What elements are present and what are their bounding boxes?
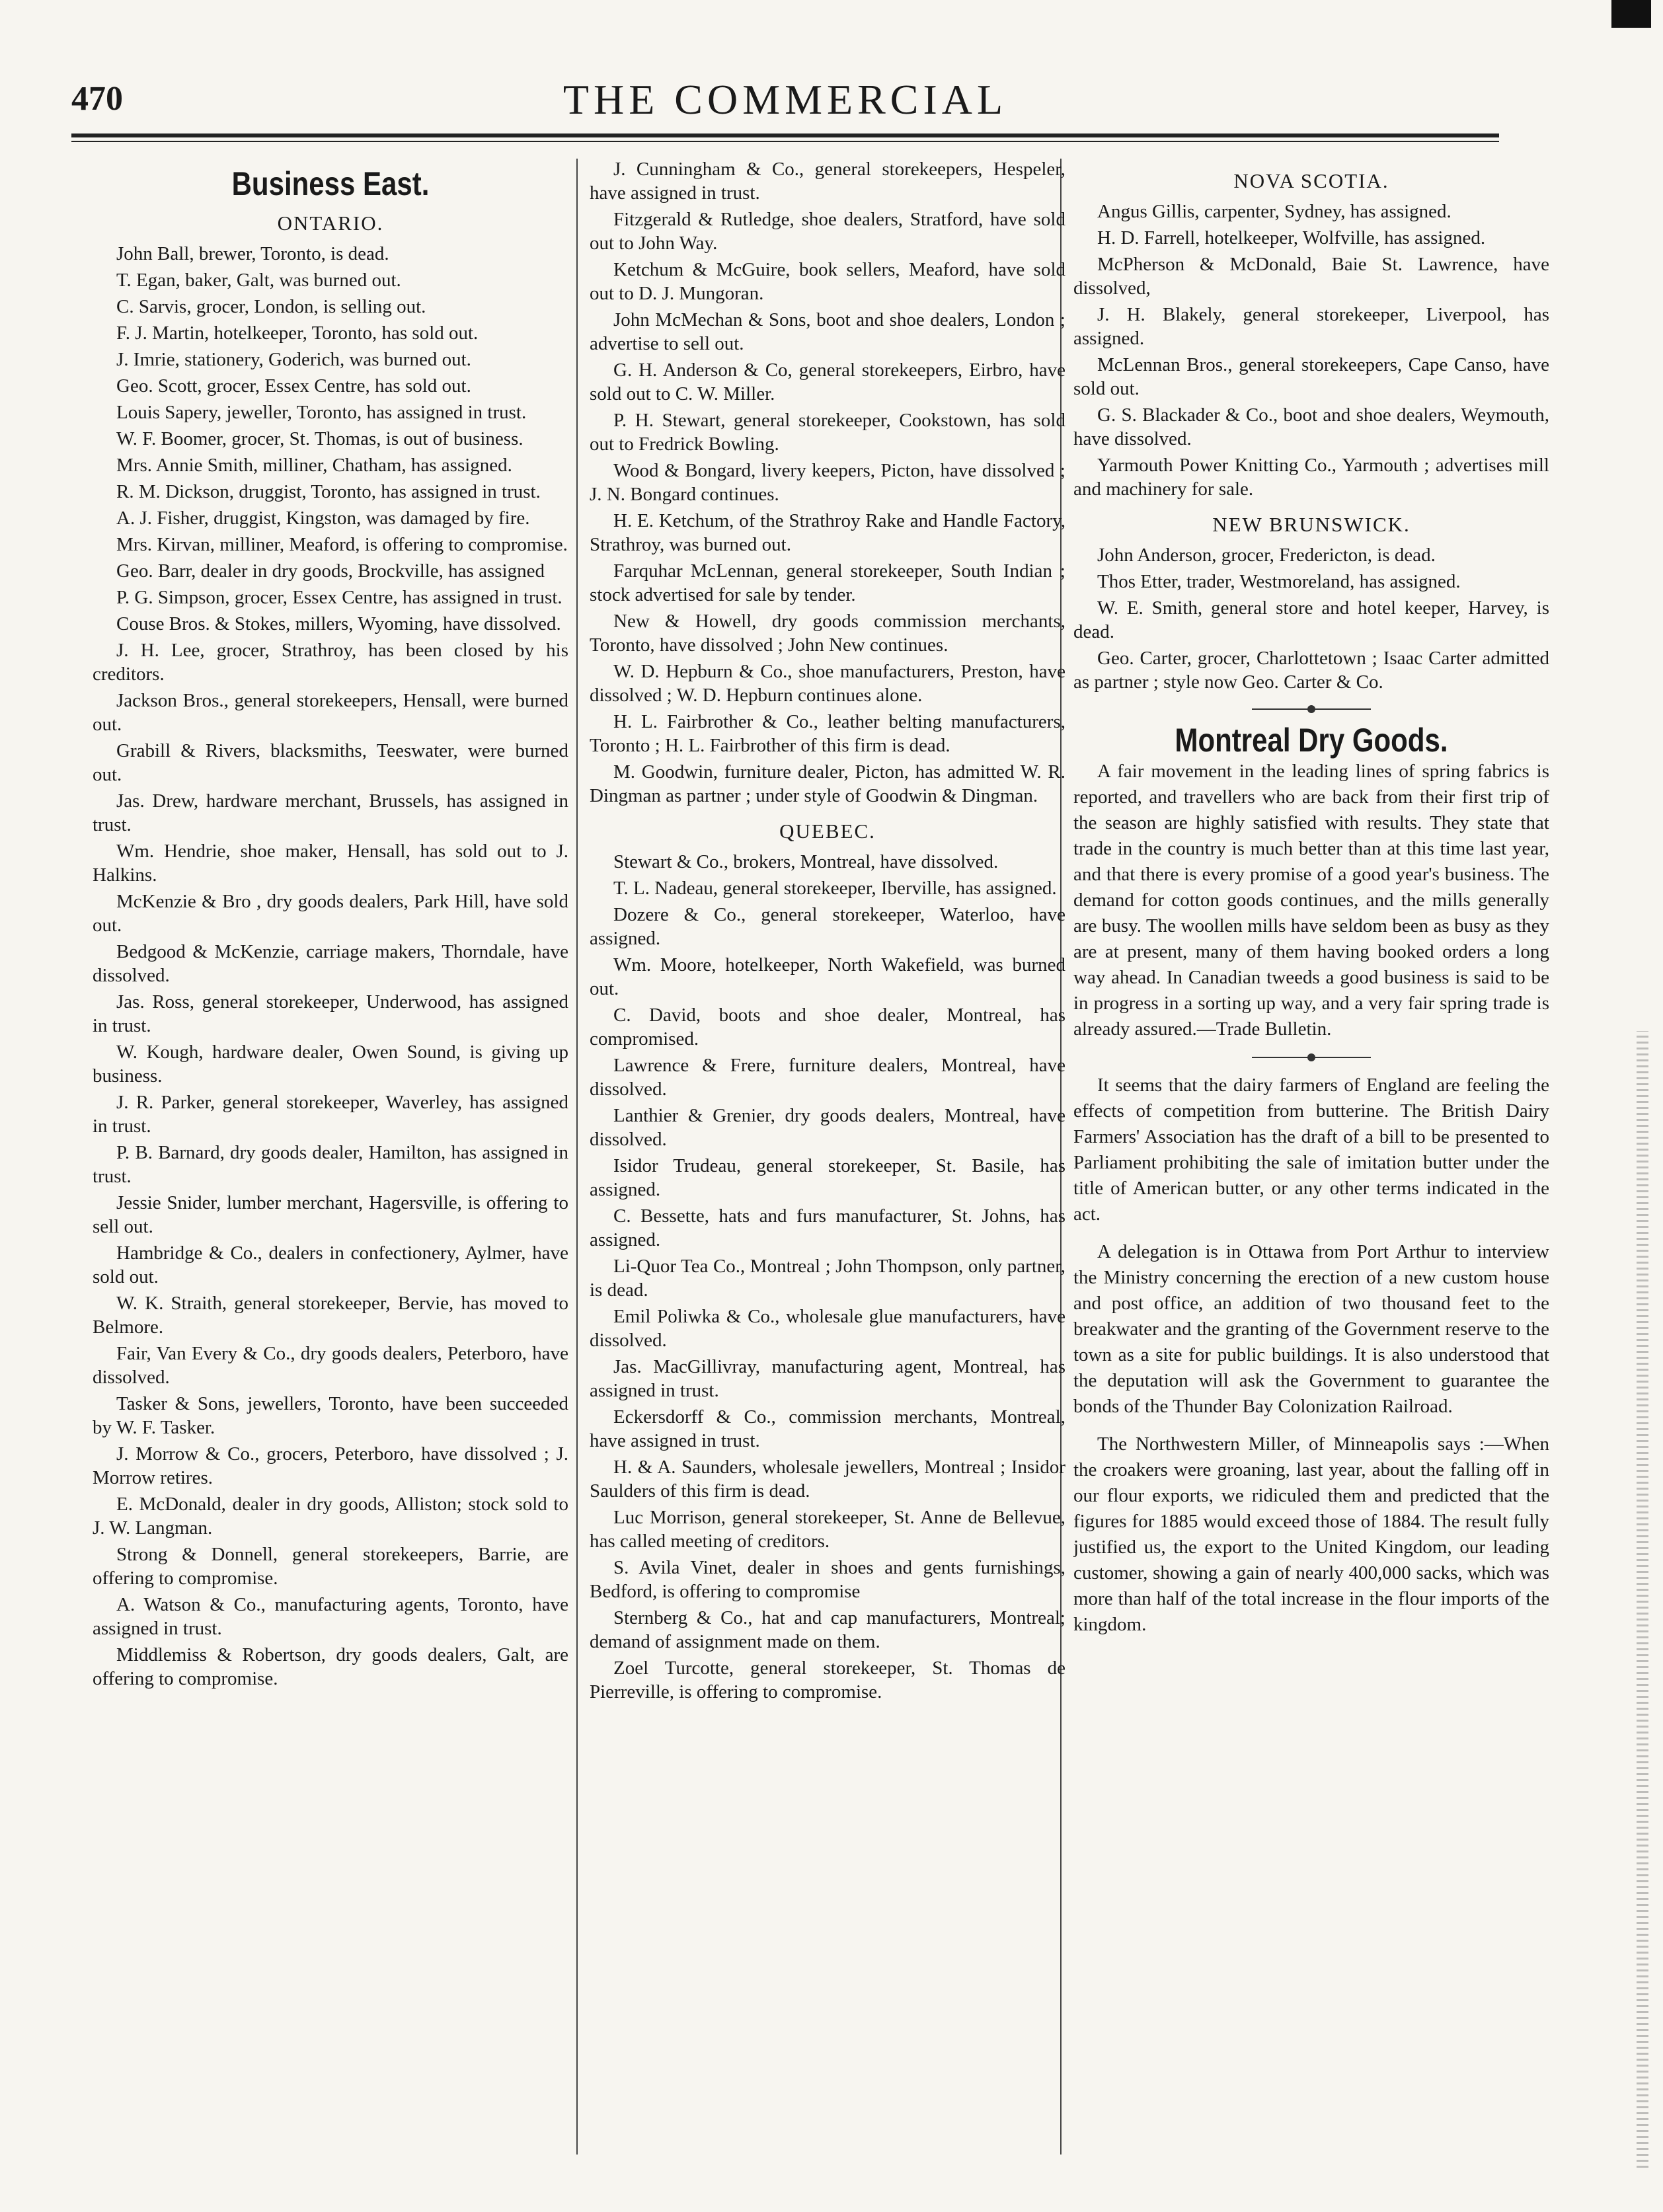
column-rule [576, 159, 578, 2155]
ontario-entries-b [590, 157, 1065, 808]
news-entry: G. S. Blackader & Co., boot and shoe dealers, Weymouth, have dissolved. [1073, 404, 1549, 449]
page-header [71, 66, 1499, 132]
news-entry: H. & A. Saunders, wholesale jewellers, Montreal ; Insidor Saulders of this firm is dead. [590, 1457, 1065, 1502]
section-divider [1252, 1057, 1371, 1058]
column-3 [1073, 157, 1549, 2166]
news-entry: Mrs. Annie Smith, milliner, Chatham, has assigned. [116, 455, 512, 476]
news-entry: Geo. Carter, grocer, Charlottetown ; Isaac Carter admitted as partner ; style now Geo. Carter & Co. [1073, 648, 1549, 693]
news-entry: Ketchum & McGuire, book sellers, Meaford, have sold out to D. J. Mungoran. [590, 259, 1065, 304]
news-entry: W. Kough, hardware dealer, Owen Sound, is giving up business. [93, 1042, 568, 1087]
news-entry: Wood & Bongard, livery keepers, Picton, have dissolved ; J. N. Bongard continues. [590, 460, 1065, 505]
news-entry: M. Goodwin, furniture dealer, Picton, has admitted W. R. Dingman as partner ; under style of Goodwin & Dingman. [590, 761, 1065, 806]
news-entry: J. H. Blakely, general storekeeper, Liverpool, has assigned. [1073, 304, 1549, 349]
news-entry: Eckersdorff & Co., commission merchants, Montreal, have assigned in trust. [590, 1406, 1065, 1451]
region-heading-quebec: QUEBEC. [779, 820, 876, 843]
news-entry: Jackson Bros., general storekeepers, Hensall, were burned out. [93, 690, 568, 735]
news-entry: Thos Etter, trader, Westmoreland, has assigned. [1097, 571, 1461, 592]
news-entry: C. Bessette, hats and furs manufacturer, St. Johns, has assigned. [590, 1205, 1065, 1250]
news-entry: C. Sarvis, grocer, London, is selling out. [116, 296, 426, 317]
news-entry: P. G. Simpson, grocer, Essex Centre, has assigned in trust. [116, 587, 562, 608]
news-entry: Jas. Ross, general storekeeper, Underwood, has assigned in trust. [93, 991, 568, 1036]
news-entry: Farquhar McLennan, general storekeeper, South Indian ; stock advertised for sale by tender. [590, 560, 1065, 605]
news-entry: Hambridge & Co., dealers in confectionery, Aylmer, have sold out. [93, 1242, 568, 1287]
news-entry: F. J. Martin, hotelkeeper, Toronto, has sold out. [116, 323, 479, 344]
news-entry: Wm. Hendrie, shoe maker, Hensall, has sold out to J. Halkins. [93, 841, 568, 886]
news-entry: A. J. Fisher, druggist, Kingston, was damaged by fire. [116, 508, 530, 529]
news-entry: Jas. Drew, hardware merchant, Brussels, has assigned in trust. [93, 790, 568, 835]
news-entry: John Ball, brewer, Toronto, is dead. [116, 243, 389, 264]
column-1 [93, 157, 568, 2166]
news-entry: Dozere & Co., general storekeeper, Waterloo, have assigned. [590, 904, 1065, 949]
news-entry: E. McDonald, dealer in dry goods, Alliston; stock sold to J. W. Langman. [93, 1494, 568, 1539]
column-2 [590, 157, 1065, 2166]
news-entry: H. D. Farrell, hotelkeeper, Wolfville, has assigned. [1097, 227, 1486, 248]
quebec-entries [590, 850, 1065, 1704]
news-paragraph: The Northwestern Miller, of Minneapolis says :—When the croakers were groaning, last year, about the falling off in our flour exports, we ridiculed them and predicted that the figures for 1885 would exceed those of 1884. The result fully justified us, the export to the United Kingdom, our leading customer, showing a gain of nearly 400,000 sacks, which was more than half of the total increase in the flour imports of the kingdom. [1073, 1433, 1549, 1635]
region-heading-nova-scotia: NOVA SCOTIA. [1233, 169, 1389, 192]
news-entry: T. Egan, baker, Galt, was burned out. [116, 270, 401, 291]
section-title-business-east: Business East. [231, 165, 430, 202]
news-entry: Luc Morrison, general storekeeper, St. Anne de Bellevue, has called meeting of creditors. [590, 1507, 1065, 1552]
ontario-entries-a [93, 242, 568, 1691]
news-paragraph: A delegation is in Ottawa from Port Arthur to interview the Ministry concerning the erection of a new custom house and post office, an addition of two thousand feet to the breakwater and the granting of the Government reserve to the town as a site for public buildings. It is also understood that the deputation will ask the Government to guarantee the bonds of the Thunder Bay Colonization Railroad. [1073, 1241, 1549, 1417]
news-entry: Mrs. Kirvan, milliner, Meaford, is offering to compromise. [116, 534, 568, 555]
news-entry: Grabill & Rivers, blacksmiths, Teeswater, were burned out. [93, 740, 568, 785]
news-entry: New & Howell, dry goods commission merchants, Toronto, have dissolved ; John New continues. [590, 611, 1065, 656]
scan-edge-mark [1611, 0, 1651, 28]
header-rule [71, 133, 1499, 142]
news-entry: Louis Sapery, jeweller, Toronto, has assigned in trust. [116, 402, 527, 423]
news-entry: J. Cunningham & Co., general storekeepers, Hespeler, have assigned in trust. [590, 159, 1065, 204]
news-entry: H. E. Ketchum, of the Strathroy Rake and Handle Factory, Strathroy, was burned out. [590, 510, 1065, 555]
scan-edge-noise [1637, 1031, 1648, 2168]
news-entry: Tasker & Sons, jewellers, Toronto, have been succeeded by W. F. Tasker. [93, 1393, 568, 1438]
news-entry: Jessie Snider, lumber merchant, Hagersville, is offering to sell out. [93, 1192, 568, 1237]
newspaper-title: THE COMMERCIAL [562, 76, 1008, 123]
news-entry: W. E. Smith, general store and hotel keeper, Harvey, is dead. [1073, 597, 1549, 642]
news-entry: Lanthier & Grenier, dry goods dealers, Montreal, have dissolved. [590, 1105, 1065, 1150]
news-entry: J. Imrie, stationery, Goderich, was burned out. [116, 349, 471, 370]
news-entry: Middlemiss & Robertson, dry goods dealers, Galt, are offering to compromise. [93, 1644, 568, 1689]
news-entry: McLennan Bros., general storekeepers, Cape Canso, have sold out. [1073, 354, 1549, 399]
news-entry: Yarmouth Power Knitting Co., Yarmouth ; advertises mill and machinery for sale. [1073, 455, 1549, 500]
news-entry: R. M. Dickson, druggist, Toronto, has assigned in trust. [116, 481, 541, 502]
news-entry: Sternberg & Co., hat and cap manufacturers, Montreal; demand of assignment made on them. [590, 1607, 1065, 1652]
news-entry: Strong & Donnell, general storekeepers, Barrie, are offering to compromise. [93, 1544, 568, 1589]
news-entry: W. D. Hepburn & Co., shoe manufacturers, Preston, have dissolved ; W. D. Hepburn continues alone. [590, 661, 1065, 706]
section-title-montreal-dry-goods: Montreal Dry Goods. [1175, 721, 1448, 759]
montreal-dry-goods-text: A fair movement in the leading lines of spring fabrics is reported, and travellers who are back from their first trip of the season are highly satisfied with results. They state that trade in the country is much better than at this time last year, and that there is every promise of a good year's business. The demand for cotton goods continues, and the mills generally are busy. The woollen mills have seldom been as busy as they are at present, many of them having booked orders a long way ahead. In Canadian tweeds a good business is said to be in progress in a sorting up way, and a very fair spring trade is already assured.—Trade Bulletin. [1073, 761, 1549, 1040]
news-entry: Stewart & Co., brokers, Montreal, have dissolved. [613, 851, 999, 872]
news-entry: Wm. Moore, hotelkeeper, North Wakefield, was burned out. [590, 954, 1065, 999]
region-heading-ontario: ONTARIO. [277, 211, 384, 235]
news-entry: W. F. Boomer, grocer, St. Thomas, is out of business. [116, 428, 523, 449]
news-entry: C. David, boots and shoe dealer, Montreal, has compromised. [590, 1005, 1065, 1049]
news-entry: McPherson & McDonald, Baie St. Lawrence, have dissolved, [1073, 254, 1549, 299]
news-entry: Jas. MacGillivray, manufacturing agent, Montreal, has assigned in trust. [590, 1356, 1065, 1401]
news-entry: Isidor Trudeau, general storekeeper, St. Basile, has assigned. [590, 1155, 1065, 1200]
news-entry: Couse Bros. & Stokes, millers, Wyoming, have dissolved. [116, 613, 561, 634]
news-entry: McKenzie & Bro , dry goods dealers, Park Hill, have sold out. [93, 891, 568, 936]
news-entry: Angus Gillis, carpenter, Sydney, has assigned. [1097, 201, 1451, 222]
news-entry: G. H. Anderson & Co, general storekeepers, Eirbro, have sold out to C. W. Miller. [590, 360, 1065, 404]
news-entry: Lawrence & Frere, furniture dealers, Montreal, have dissolved. [590, 1055, 1065, 1100]
news-entry: Geo. Barr, dealer in dry goods, Brockville, has assigned [116, 560, 545, 582]
news-entry: P. B. Barnard, dry goods dealer, Hamilton, has assigned in trust. [93, 1142, 568, 1187]
nova-scotia-entries [1073, 200, 1549, 501]
news-entry: P. H. Stewart, general storekeeper, Cookstown, has sold out to Fredrick Bowling. [590, 410, 1065, 455]
news-entry: J. R. Parker, general storekeeper, Waverley, has assigned in trust. [93, 1092, 568, 1137]
news-entry: H. L. Fairbrother & Co., leather belting manufacturers, Toronto ; H. L. Fairbrother of this firm is dead. [590, 711, 1065, 756]
page-number: 470 [71, 80, 123, 118]
news-entry: Zoel Turcotte, general storekeeper, St. Thomas de Pierreville, is offering to compromise. [590, 1658, 1065, 1702]
new-brunswick-entries [1073, 543, 1549, 694]
news-entry: Fitzgerald & Rutledge, shoe dealers, Stratford, have sold out to John Way. [590, 209, 1065, 254]
news-entry: J. H. Lee, grocer, Strathroy, has been closed by his creditors. [93, 640, 568, 685]
news-entry: Emil Poliwka & Co., wholesale glue manufacturers, have dissolved. [590, 1306, 1065, 1351]
news-entry: S. Avila Vinet, dealer in shoes and gents furnishings, Bedford, is offering to compromise [590, 1557, 1065, 1602]
news-entry: A. Watson & Co., manufacturing agents, Toronto, have assigned in trust. [93, 1594, 568, 1639]
news-entry: Bedgood & McKenzie, carriage makers, Thorndale, have dissolved. [93, 941, 568, 986]
section-divider [1252, 708, 1371, 710]
news-entry: Fair, Van Every & Co., dry goods dealers, Peterboro, have dissolved. [93, 1343, 568, 1388]
news-entry: J. Morrow & Co., grocers, Peterboro, have dissolved ; J. Morrow retires. [93, 1443, 568, 1488]
news-entry: Li-Quor Tea Co., Montreal ; John Thompson, only partner, is dead. [590, 1256, 1065, 1301]
news-paragraph: It seems that the dairy farmers of England are feeling the effects of competition from butterine. The British Dairy Farmers' Association has the draft of a bill to be presented to Parliament prohibiting the sale of imitation butter under the title of American butter, or any other terms indicated in the act. [1073, 1075, 1549, 1225]
news-entry: T. L. Nadeau, general storekeeper, Iberville, has assigned. [613, 878, 1057, 899]
region-heading-new-brunswick: NEW BRUNSWICK. [1212, 513, 1411, 536]
news-entry: Geo. Scott, grocer, Essex Centre, has sold out. [116, 375, 471, 397]
news-entry: John McMechan & Sons, boot and shoe dealers, London ; advertise to sell out. [590, 309, 1065, 354]
news-entry: W. K. Straith, general storekeeper, Bervie, has moved to Belmore. [93, 1293, 568, 1338]
news-entry: John Anderson, grocer, Fredericton, is dead. [1097, 545, 1436, 566]
